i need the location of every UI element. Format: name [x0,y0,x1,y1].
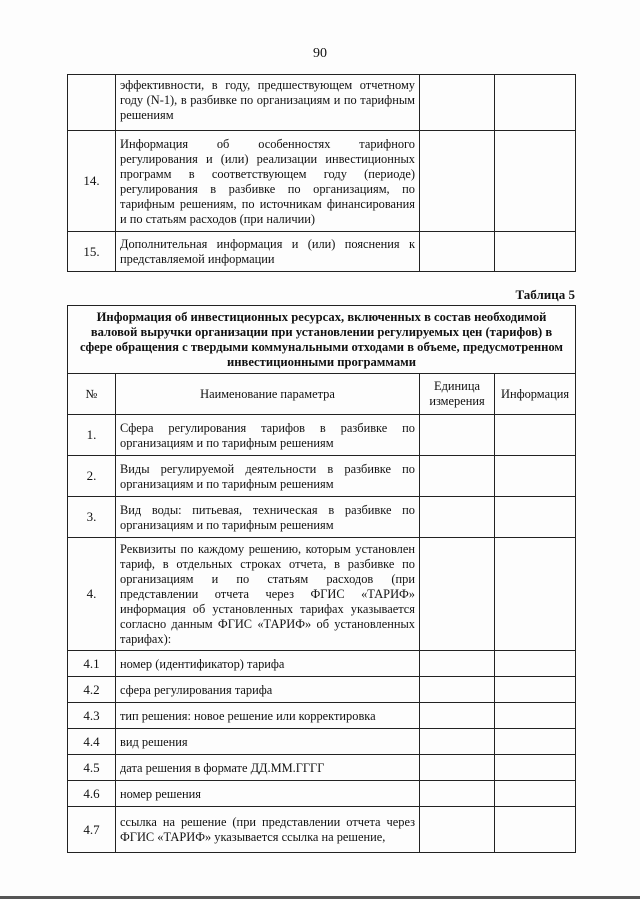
info-cell [495,755,576,781]
unit-cell [420,703,495,729]
unit-cell [420,538,495,651]
row-text: ссылка на решение (при представлении отчета через ФГИС «ТАРИФ» указывается ссылка на решение, [116,807,420,853]
row-text: сфера регулирования тарифа [116,677,420,703]
header-info: Информация [495,374,576,415]
table-row [68,677,576,703]
info-cell [495,456,576,497]
row-text: Сфера регулирования тарифов в разбивке по организациям и по тарифным решениям [116,415,420,456]
row-number: 4.5 [68,755,116,781]
unit-cell [420,755,495,781]
unit-cell [420,651,495,677]
table-row [68,538,576,651]
unit-cell [420,729,495,755]
table-caption: Информация об инвестиционных ресурсах, включенных в состав необходимой валовой выручки организации при установлении регулируемых цен (тарифов) в сфере обращения с твердыми коммунальными отходами в объеме, предусмотренном инвестиционными программами [68,306,576,374]
unit-cell [420,415,495,456]
unit-cell [420,75,495,131]
row-text: номер (идентификатор) тарифа [116,651,420,677]
row-number: 15. [68,232,116,272]
unit-cell [420,781,495,807]
table-row [68,651,576,677]
info-cell [495,729,576,755]
row-number: 4.2 [68,677,116,703]
row-text: Вид воды: питьевая, техническая в разбивке по организациям и по тарифным решениям [116,497,420,538]
info-cell [495,75,576,131]
row-number: 14. [68,131,116,232]
row-text: номер решения [116,781,420,807]
table-5 [67,305,576,853]
table-label: Таблица 5 [515,287,575,302]
header-unit: Единица измерения [420,374,495,415]
unit-cell [420,456,495,497]
unit-cell [420,232,495,272]
table-top [67,74,576,272]
table-row [68,703,576,729]
row-text: дата решения в формате ДД.ММ.ГГГГ [116,755,420,781]
info-cell [495,232,576,272]
unit-cell [420,497,495,538]
header-name: Наименование параметра [116,374,420,415]
table-row [68,75,576,131]
info-cell [495,651,576,677]
row-number: 4. [68,538,116,651]
row-number: 2. [68,456,116,497]
caption-row [68,306,576,374]
table-row [68,415,576,456]
table-row [68,807,576,853]
row-text: Виды регулируемой деятельности в разбивке по организациям и по тарифным решениям [116,456,420,497]
info-cell [495,703,576,729]
row-text: Информация об особенностях тарифного регулирования и (или) реализации инвестиционных программ в соответствующем году (периоде) регулирования в разбивке по организациям, по тарифным решениям, по источникам финансирования и по статьям расходов (при наличии) [116,131,420,232]
header-num: № [68,374,116,415]
info-cell [495,497,576,538]
row-text: Дополнительная информация и (или) пояснения к представляемой информации [116,232,420,272]
table-row [68,729,576,755]
unit-cell [420,677,495,703]
table-row [68,232,576,272]
table-row [68,781,576,807]
info-cell [495,538,576,651]
row-number: 4.7 [68,807,116,853]
row-text: тип решения: новое решение или корректировка [116,703,420,729]
row-number: 4.3 [68,703,116,729]
unit-cell [420,131,495,232]
row-text: Реквизиты по каждому решению, которым установлен тариф, в отдельных строках отчета, в разбивке по организациям и по статьям расходов (при представлении отчета через ФГИС «ТАРИФ» информация об установленных тарифах указывается согласно данным ФГИС «ТАРИФ» об установленных тарифах): [116,538,420,651]
info-cell [495,131,576,232]
row-number: 3. [68,497,116,538]
row-number: 4.1 [68,651,116,677]
table-row [68,131,576,232]
table-row [68,755,576,781]
info-cell [495,415,576,456]
row-text: вид решения [116,729,420,755]
info-cell [495,807,576,853]
info-cell [495,677,576,703]
row-number: 1. [68,415,116,456]
table-row [68,456,576,497]
row-text: эффективности, в году, предшествующем отчетному году (N-1), в разбивке по организациям и по тарифным решениям [116,75,420,131]
row-number [68,75,116,131]
unit-cell [420,807,495,853]
table-row [68,497,576,538]
row-number: 4.6 [68,781,116,807]
header-row [68,374,576,415]
row-number: 4.4 [68,729,116,755]
page-number: 90 [313,46,327,61]
info-cell [495,781,576,807]
